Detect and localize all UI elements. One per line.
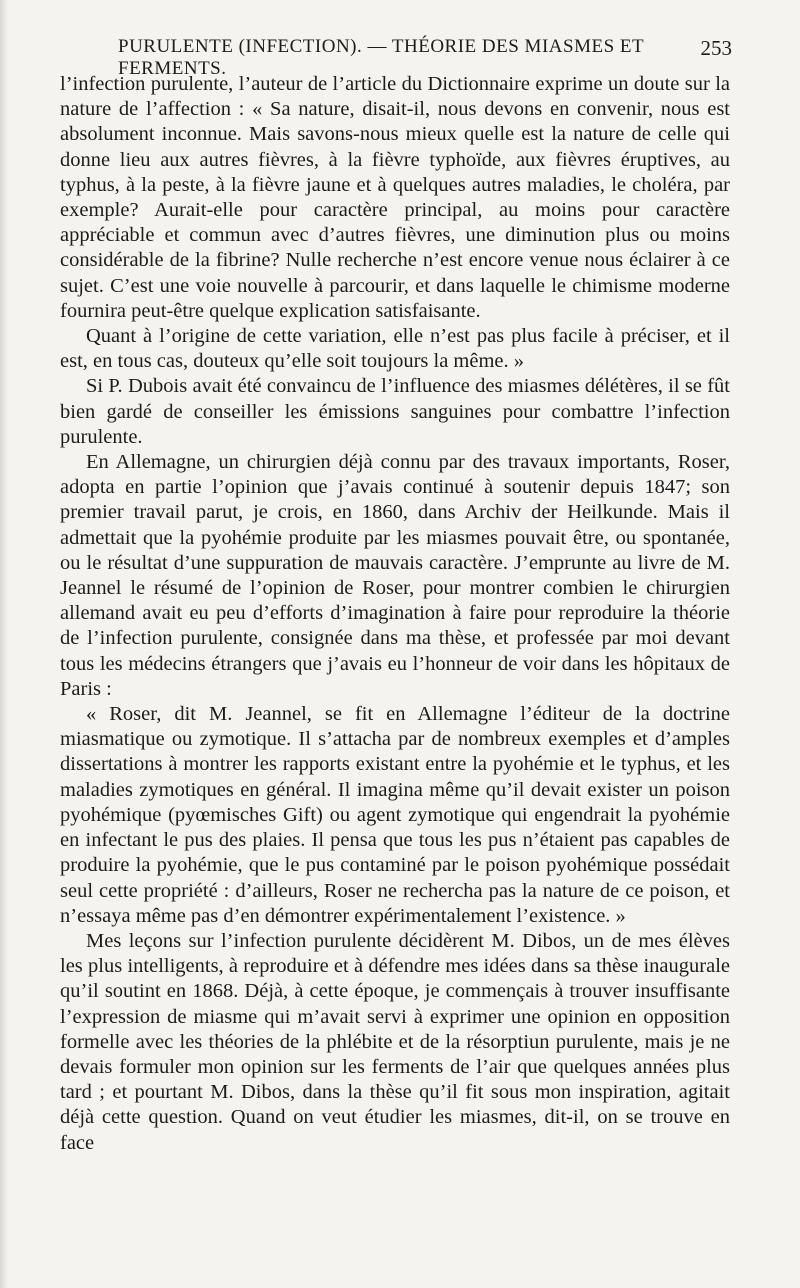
paragraph-3: Si P. Dubois avait été convaincu de l’influence des miasmes délétères, il se fût bien gardé de conseiller les émissions sanguines pour combattre l’infection purulente. bbox=[60, 375, 730, 448]
page-header bbox=[60, 30, 732, 79]
paragraph-6: Mes leçons sur l’infection purulente décidèrent M. Dibos, un de mes élèves les plus intelligents, à reproduire et à défendre mes idées dans sa thèse inaugurale qu’il soutint en 1868. Déjà, à cette époque, je commençais à trouver insuffisante l’expression de miasme qui m’avait servi à exprimer une opinion en opposition formelle avec les théories de la phlébite et de la résorptiun purulente, mais je ne devais formuler mon opinion sur les ferments de l’air que quelques années plus tard ; et pourtant M. Dibos, dans la thèse qu’il fit sous mon inspiration, agitait déjà cette question. Quand on veut étudier les miasmes, dit-il, on se trouve en face bbox=[60, 929, 730, 1154]
paragraph-4: En Allemagne, un chirurgien déjà connu par des travaux importants, Roser, adopta en partie l’opinion que j’avais continué à soutenir depuis 1847; son premier travail parut, je crois, en 1860, dans Archiv der Heilkunde. Mais il admettait que la pyohémie produite par les miasmes pouvait être, ou spontanée, ou le résultat d’une suppuration de mauvais caractère. J’emprunte au livre de M. Jeannel le résumé de l’opinion de Roser, pour montrer combien le chirurgien allemand avait eu peu d’efforts d’imagination à faire pour reproduire la théorie de l’infection purulente, consignée dans ma thèse, et professée par moi devant tous les médecins étrangers que j’avais eu l’honneur de voir dans les hôpitaux de Paris : bbox=[60, 451, 730, 700]
body-text bbox=[60, 72, 730, 1156]
page-number: 253 bbox=[700, 36, 732, 60]
page-edge-shadow bbox=[0, 0, 8, 1288]
paragraph-1: l’infection purulente, l’auteur de l’article du Dictionnaire exprime un doute sur la nature de l’affection : « Sa nature, disait-il, nous devons en convenir, nous est absolument inconnue. Mais savons-nous mieux quelle est la nature de celle qui donne lieu aux autres fièvres, à la fièvre typhoïde, aux fièvres éruptives, au typhus, à la peste, à la fièvre jaune et à quelques autres maladies, le choléra, par exemple? Aurait-elle pour caractère principal, au moins pour caractère appréciable et commun avec d’autres fièvres, une diminution plus ou moins considérable de la fibrine? Nulle recherche n’est encore venue nous éclairer à ce sujet. C’est une voie nouvelle à parcourir, et dans laquelle le chimisme moderne fournira peut-être quelque explication satisfaisante. bbox=[60, 73, 730, 322]
paragraph-5-quote: « Roser, dit M. Jeannel, se fit en Allemagne l’éditeur de la doctrine miasmatique ou zymotique. Il s’attacha par de nombreux exemples et d’amples dissertations à montrer les rapports existant entre la pyohémie et le typhus, et les maladies zymotiques en général. Il imagina même qu’il devait exister un poison pyohémique (pyœmisches Gift) ou agent zymotique qui engendrait la pyohémie en infectant le pus des plaies. Il pensa que tous les pus n’étaient pas capables de produire la pyohémie, que le pus contaminé par le poison pyohémique possédait seul cette propriété : d’ailleurs, Roser ne rechercha pas la nature de ce poison, et n’essaya même pas d’en démontrer expérimentalement l’existence. » bbox=[60, 703, 730, 927]
running-title: PURULENTE (INFECTION). — THÉORIE DES MIASMES ET FERMENTS. bbox=[118, 36, 644, 79]
paragraph-2: Quant à l’origine de cette variation, elle n’est pas plus facile à préciser, et il est, en tous cas, douteux qu’elle soit toujours la même. » bbox=[60, 325, 730, 373]
